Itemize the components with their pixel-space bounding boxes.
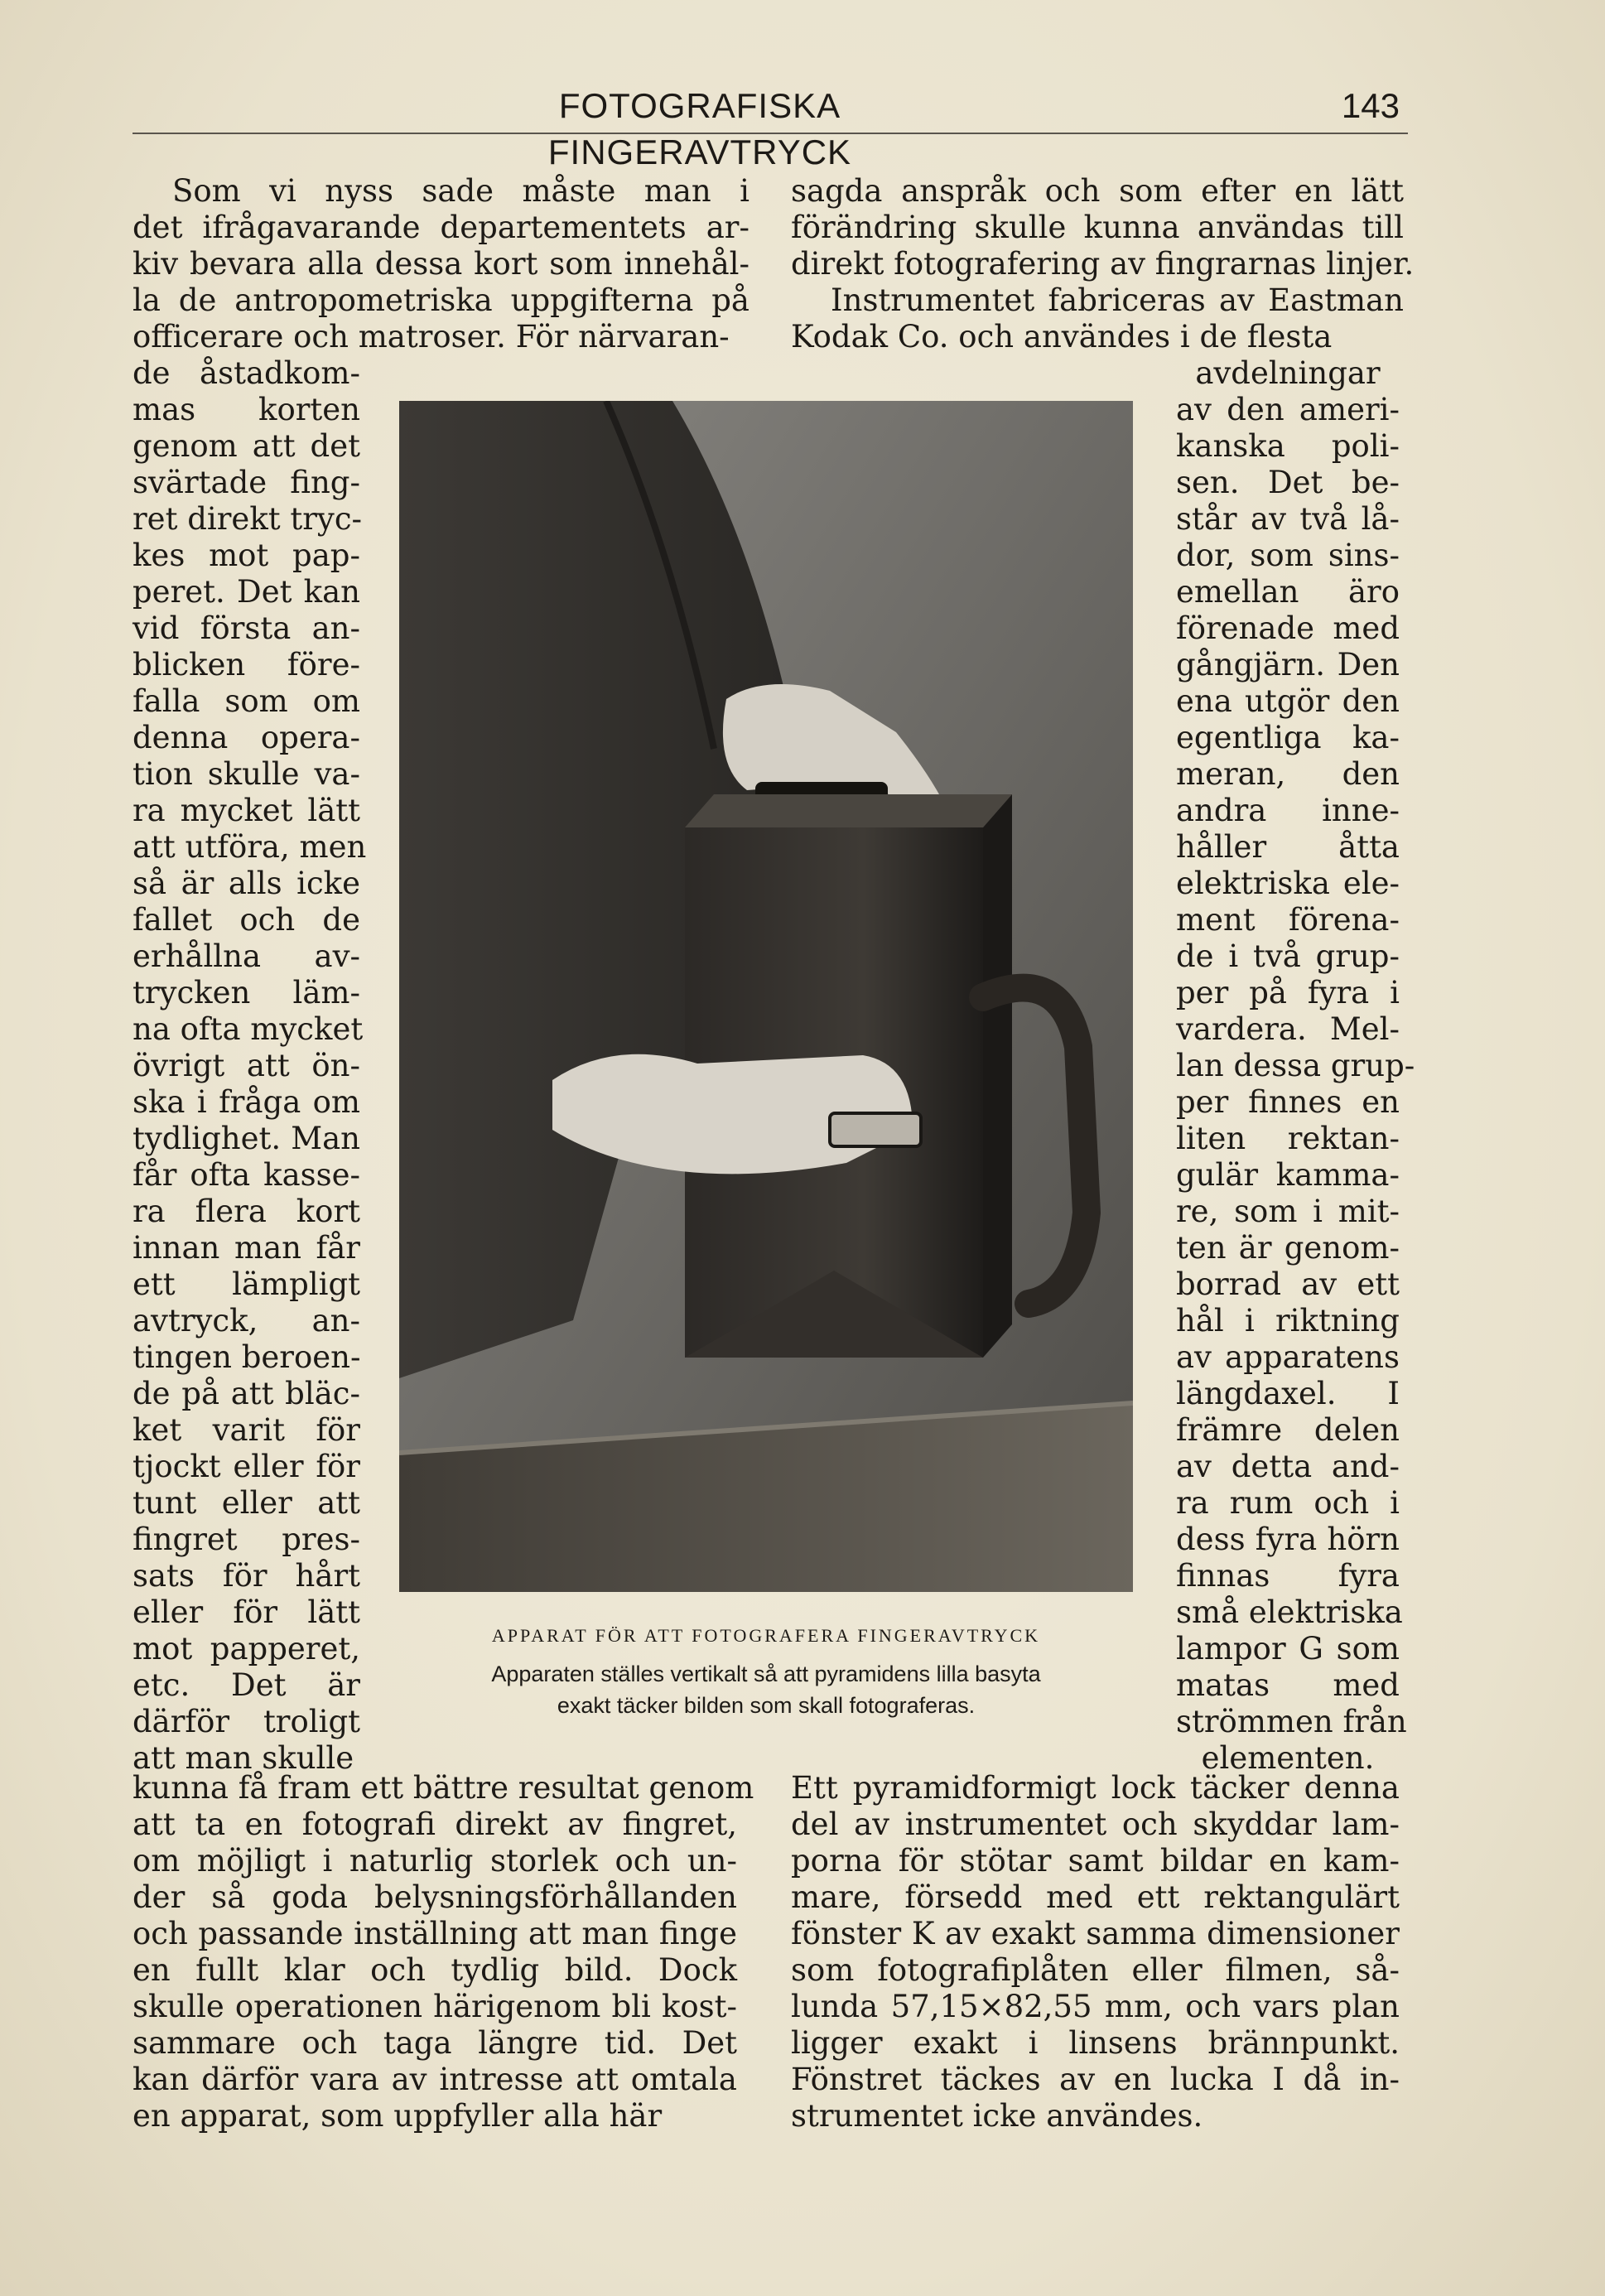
text-line: Kodak Co. och användes i de flesta [791,319,1333,355]
text-line: dor, som sins- [1176,538,1400,573]
text-line: lunda 57,15×82,55 mm, och vars plan [791,1989,1400,2024]
page-number: 143 [1341,86,1400,125]
text-line: vid första an- [133,610,360,646]
text-line: Ett pyramidformigt lock täcker denna [791,1770,1400,1806]
running-title: FOTOGRAFISKA FINGERAVTRYCK [547,86,852,171]
text-line: kan därför vara av intresse att omtala [133,2062,737,2097]
text-line: övrigt att ön- [133,1048,360,1083]
text-line: kiv bevara alla dessa kort som innehål- [133,246,749,282]
text-line: falla som om [133,683,360,719]
text-line: mare, försedd med ett rektangulärt [791,1879,1400,1915]
text-line: tjockt eller för [133,1449,360,1484]
text-line: na ofta mycket [133,1011,364,1047]
text-line: sats för hårt [133,1558,360,1594]
text-line: ligger exakt i linsens brännpunkt. [791,2025,1400,2061]
text-line: emellan äro [1176,574,1400,610]
text-line: ra mycket lätt [133,793,360,828]
text-line: per på fyra i [1176,975,1400,1011]
text-line: fingret pres- [133,1522,360,1557]
text-line: kanska poli- [1176,428,1400,464]
text-line: av detta and- [1176,1449,1400,1484]
text-line: de i två grup- [1176,938,1400,974]
left-column-bottom [133,1770,754,2134]
text-line: etc. Det är [133,1667,360,1703]
running-header [133,83,1408,171]
text-line: att man skulle [133,1740,354,1776]
text-line: ra rum och i [1176,1485,1400,1521]
right-column-narrow [1176,355,1415,1777]
left-column-narrow [133,355,367,1777]
text-line: finnas fyra [1176,1558,1400,1594]
text-line: små elektriska [1176,1594,1403,1630]
text-line: kes mot pap- [133,538,360,573]
text-line: tunt eller att [133,1485,360,1521]
text-line: andra inne- [1176,793,1400,828]
text-line: hål i riktning [1176,1303,1400,1339]
text-line: re, som i mit- [1176,1194,1400,1229]
text-line: officerare och matroser. För närvaran- [133,319,730,355]
text-line: fallet och de [133,902,360,938]
text-line: får ofta kasse- [133,1157,360,1193]
text-line: en fullt klar och tydlig bild. Dock [133,1952,737,1988]
text-line: avdelningar [1195,355,1381,391]
text-line: svärtade fing- [133,465,360,500]
text-line: står av två lå- [1176,501,1400,537]
right-column-top [791,173,1415,355]
text-line: peret. Det kan [133,574,360,610]
text-line: strumentet icke användes. [791,2098,1203,2134]
text-line: kunna få fram ett bättre resultat genom [133,1770,754,1806]
text-line: der så goda belysningsförhållanden [133,1879,737,1915]
figure-photograph [399,401,1133,1592]
text-line: gångjärn. Den [1176,647,1400,683]
text-line: ment förena- [1176,902,1400,938]
text-line: mas korten [133,392,360,427]
text-line: avtryck, an- [133,1303,360,1339]
text-line: det ifrågavarande departementets ar- [133,210,749,245]
text-line: ska i fråga om [133,1084,360,1120]
text-line: sen. Det be- [1176,465,1400,500]
text-line: matas med [1176,1667,1400,1703]
text-line: ra flera kort [133,1194,360,1229]
text-line: ket varit för [133,1412,360,1448]
text-line: tion skulle va- [133,756,360,792]
text-line: borrad av ett [1176,1266,1400,1302]
figure-caption [399,1658,1133,1721]
text-line: liten rektan- [1176,1121,1400,1156]
text-line: blicken före- [133,647,360,683]
text-line: Instrumentet fabriceras av Eastman [831,282,1404,318]
text-line: sagda anspråk och som efter en lätt [791,173,1404,209]
figure-caption-heading: APPARAT FÖR ATT FOTOGRAFERA FINGERAVTRYCK [491,1625,1041,1646]
text-line: ten är genom- [1176,1230,1400,1266]
text-line: fönster K av exakt samma dimensioner [791,1916,1400,1951]
text-line: och passande inställning att man finge [133,1916,737,1951]
text-line: som fotografiplåten eller filmen, så- [791,1952,1400,1988]
text-line: tydlighet. Man [133,1121,360,1156]
text-line: därför troligt [133,1704,360,1739]
text-line: att ta en fotografi direkt av fingret, [133,1806,737,1842]
text-line: per finnes en [1176,1084,1400,1120]
text-line: porna för stötar samt bildar en kam- [791,1843,1400,1879]
text-line: elektriska ele- [1176,866,1400,901]
figure-caption-line: exakt täcker bilden som skall fotograferas. [557,1693,976,1718]
text-line: lan dessa grup- [1176,1048,1415,1083]
text-line: förenade med [1176,610,1400,646]
text-line: av den ameri- [1176,392,1400,427]
text-line: erhållna av- [133,938,360,974]
text-line: lampor G som [1176,1631,1400,1667]
text-line: egentliga ka- [1176,720,1400,755]
text-line: en apparat, som uppfyller alla här [133,2098,663,2134]
text-line: meran, den [1176,756,1400,792]
text-line: tingen beroen- [133,1339,361,1375]
text-line: ena utgör den [1176,683,1400,719]
text-line: innan man får [133,1230,360,1266]
text-line: Som vi nyss sade måste man i [172,173,749,209]
text-line: direkt fotografering av fingrarnas linjer. [791,246,1415,282]
text-line: dess fyra hörn [1176,1522,1400,1557]
text-line: av apparatens [1176,1339,1400,1375]
right-column-bottom [791,1770,1400,2134]
fingerprint-camera-photo [399,401,1133,1592]
text-line: håller åtta [1176,829,1400,865]
text-line: de åstadkom- [133,355,360,391]
text-line: elementen. [1201,1740,1375,1776]
text-line: att utföra, men [133,829,367,865]
text-line: de på att bläc- [133,1376,360,1411]
text-line: Fönstret täckes av en lucka I då in- [791,2062,1400,2097]
figure-caption-line: Apparaten ställes vertikalt så att pyramidens lilla basyta [491,1662,1041,1686]
text-line: så är alls icke [133,866,360,901]
text-line: skulle operationen härigenom bli kost- [133,1989,737,2024]
text-line: mot papperet, [133,1631,360,1667]
text-line: denna opera- [133,720,360,755]
text-line: vardera. Mel- [1176,1011,1400,1047]
text-line: trycken läm- [133,975,360,1011]
text-line: om möjligt i naturlig storlek och un- [133,1843,737,1879]
text-line: sammare och taga längre tid. Det [133,2025,737,2061]
text-line: la de antropometriska uppgifterna på [133,282,749,318]
text-line: ett lämpligt [133,1266,360,1302]
text-line: eller för lätt [133,1594,360,1630]
text-line: förändring skulle kunna användas till [791,210,1404,245]
text-line: främre delen [1176,1412,1400,1448]
left-column-top [133,173,749,355]
text-line: del av instrumentet och skyddar lam- [791,1806,1400,1842]
text-line: gulär kamma- [1176,1157,1400,1193]
text-line: genom att det [133,428,360,464]
text-line: ret direkt tryc- [133,501,363,537]
text-line: strömmen från [1176,1704,1407,1739]
text-line: längdaxel. I [1176,1376,1400,1411]
